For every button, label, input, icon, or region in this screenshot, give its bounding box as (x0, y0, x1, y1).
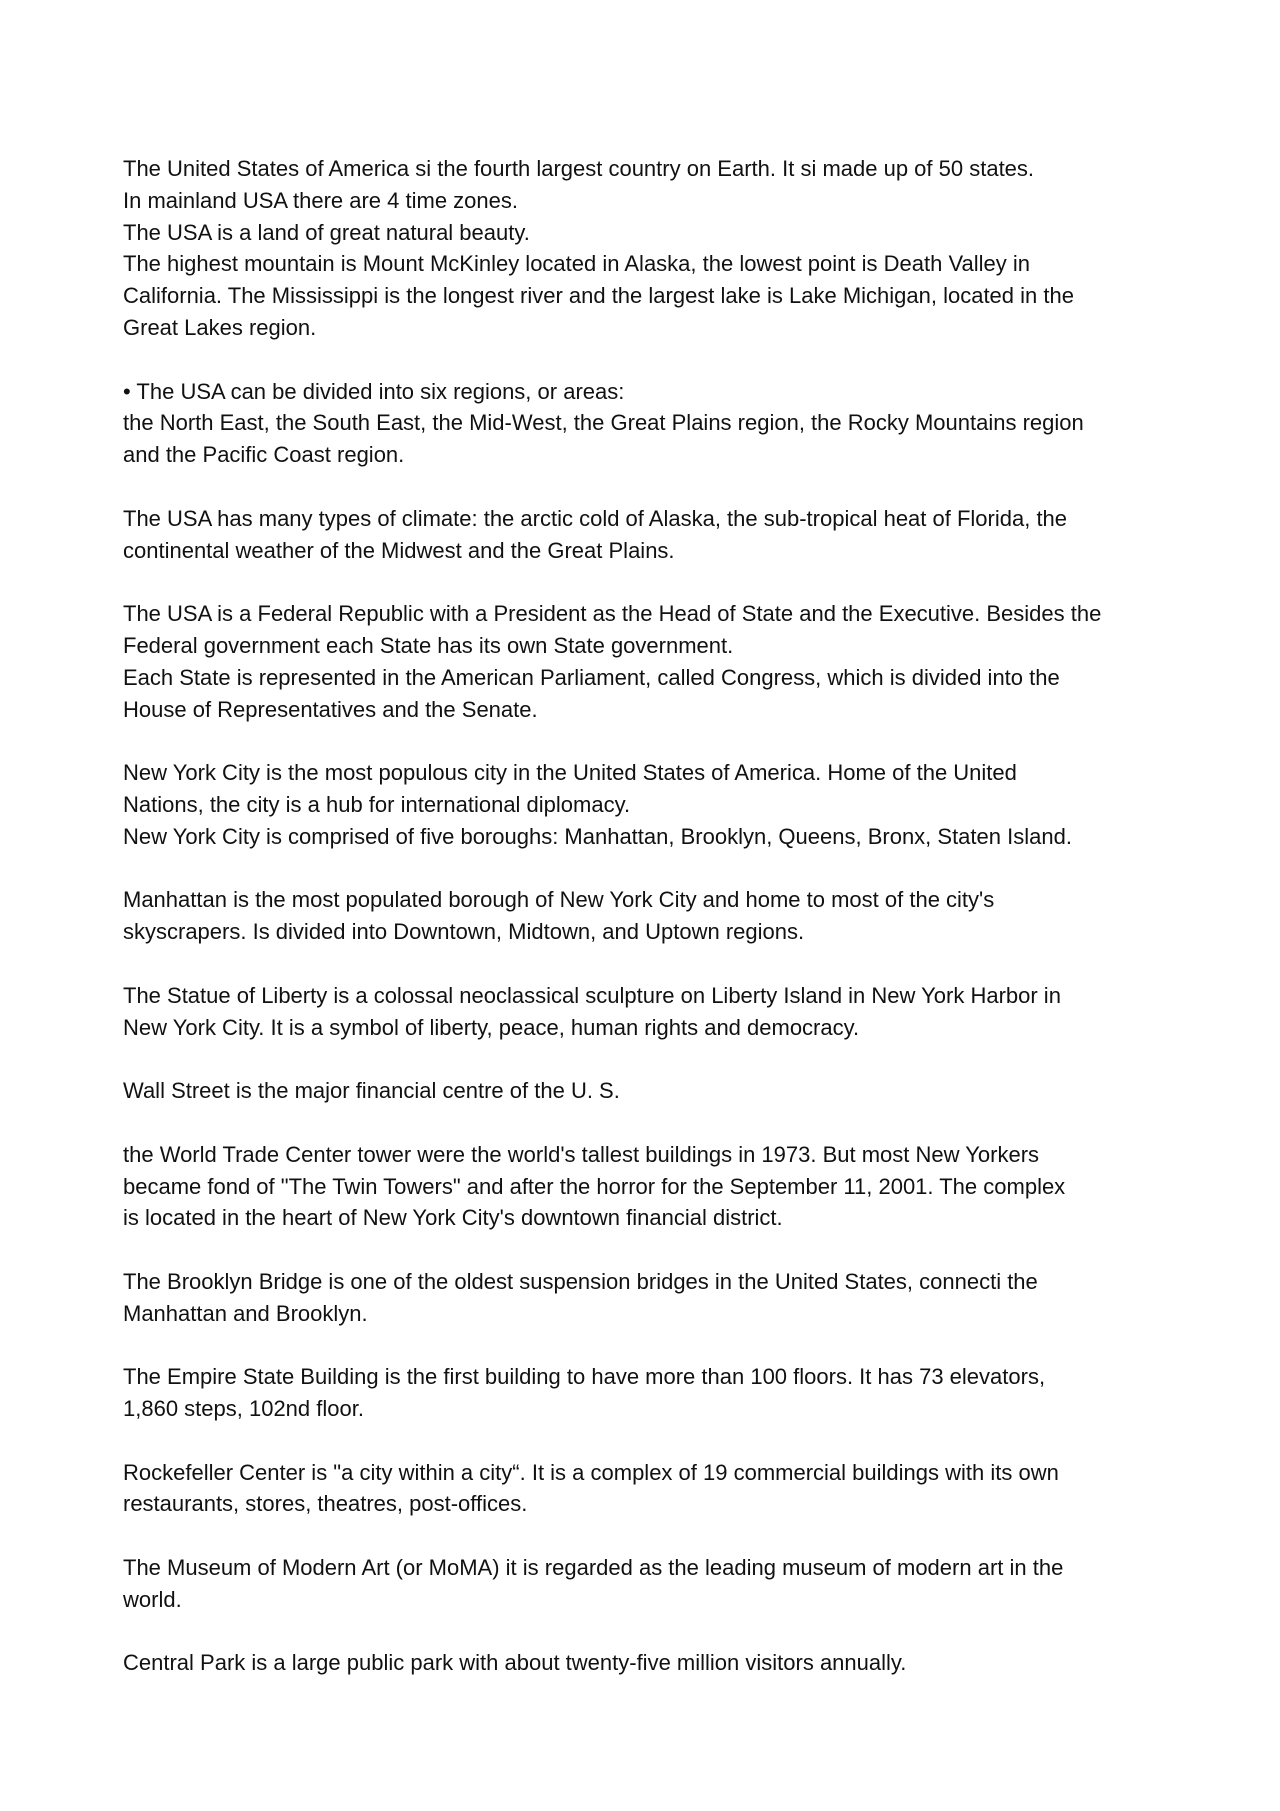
text-line: is located in the heart of New York City's downtown financial district. (123, 1205, 783, 1231)
text-line: Wall Street is the major financial centre of the U. S. (123, 1078, 620, 1104)
text-line: became fond of "The Twin Towers" and after the horror for the September 11, 2001. The complex (123, 1173, 1066, 1199)
document-body (123, 153, 1183, 1711)
text-line: In mainland USA there are 4 time zones. (123, 187, 518, 213)
text-line: New York City. It is a symbol of liberty, peace, human rights and democracy. (123, 1014, 860, 1040)
paragraph-manhattan (123, 884, 1183, 948)
text-line: The USA is a land of great natural beauty. (123, 219, 530, 245)
text-line: Manhattan and Brooklyn. (123, 1300, 368, 1326)
text-line: The United States of America si the fourth largest country on Earth. It si made up of 50 states. (123, 156, 1035, 181)
paragraph-world-trade-center (123, 1139, 1183, 1234)
paragraph-rockefeller-center (123, 1457, 1183, 1521)
paragraph-new-york-city (123, 757, 1183, 852)
paragraph-regions (123, 376, 1183, 471)
paragraph-wall-street (123, 1075, 1183, 1107)
text-line: The highest mountain is Mount McKinley located in Alaska, the lowest point is Death Valley in (123, 251, 1030, 277)
text-line: continental weather of the Midwest and the Great Plains. (123, 537, 675, 563)
paragraph-usa-overview (123, 153, 1183, 344)
paragraph-central-park (123, 1647, 1183, 1679)
text-line: restaurants, stores, theatres, post-offices. (123, 1491, 528, 1517)
text-line: Rockefeller Center is "a city within a city“. It is a complex of 19 commercial buildings with its own (123, 1459, 1059, 1485)
text-line: Nations, the city is a hub for international diplomacy. (123, 791, 631, 817)
text-line: The Museum of Modern Art (or MoMA) it is regarded as the leading museum of modern art in the (123, 1555, 1064, 1581)
paragraph-climate (123, 503, 1183, 567)
bullet-line: • The USA can be divided into six regions, or areas: (123, 378, 625, 404)
text-line: The Brooklyn Bridge is one of the oldest suspension bridges in the United States, connecti the (123, 1268, 1038, 1294)
text-line: The USA has many types of climate: the arctic cold of Alaska, the sub-tropical heat of Florida, the (123, 505, 1068, 531)
text-line: House of Representatives and the Senate. (123, 696, 538, 722)
text-line: skyscrapers. Is divided into Downtown, Midtown, and Uptown regions. (123, 919, 805, 945)
text-line: 1,860 steps, 102nd floor. (123, 1396, 364, 1422)
paragraph-statue-of-liberty (123, 980, 1183, 1044)
paragraph-brooklyn-bridge (123, 1266, 1183, 1330)
text-line: Each State is represented in the American Parliament, called Congress, which is divided into the (123, 664, 1060, 690)
paragraph-government (123, 598, 1183, 725)
text-line: Central Park is a large public park with about twenty-five million visitors annually. (123, 1650, 907, 1676)
text-line: and the Pacific Coast region. (123, 442, 405, 468)
text-line: The USA is a Federal Republic with a President as the Head of State and the Executive. Besides the (123, 601, 1102, 627)
text-line: world. (123, 1586, 182, 1612)
text-line: the World Trade Center tower were the world's tallest buildings in 1973. But most New Yorkers (123, 1141, 1040, 1167)
text-line: New York City is the most populous city in the United States of America. Home of the United (123, 760, 1017, 786)
text-line: The Empire State Building is the first building to have more than 100 floors. It has 73 elevators, (123, 1364, 1046, 1390)
text-line: California. The Mississippi is the longest river and the largest lake is Lake Michigan, located in the (123, 283, 1074, 309)
paragraph-empire-state-building (123, 1361, 1183, 1425)
text-line: Manhattan is the most populated borough of New York City and home to most of the city's (123, 887, 995, 913)
text-line: the North East, the South East, the Mid-West, the Great Plains region, the Rocky Mountains region (123, 410, 1084, 436)
text-line: Federal government each State has its own State government. (123, 632, 734, 658)
text-line: New York City is comprised of five boroughs: Manhattan, Brooklyn, Queens, Bronx, Staten Island. (123, 823, 1072, 849)
text-line: Great Lakes region. (123, 314, 317, 340)
text-line: The Statue of Liberty is a colossal neoclassical sculpture on Liberty Island in New York Harbor in (123, 982, 1061, 1008)
paragraph-moma (123, 1552, 1183, 1616)
